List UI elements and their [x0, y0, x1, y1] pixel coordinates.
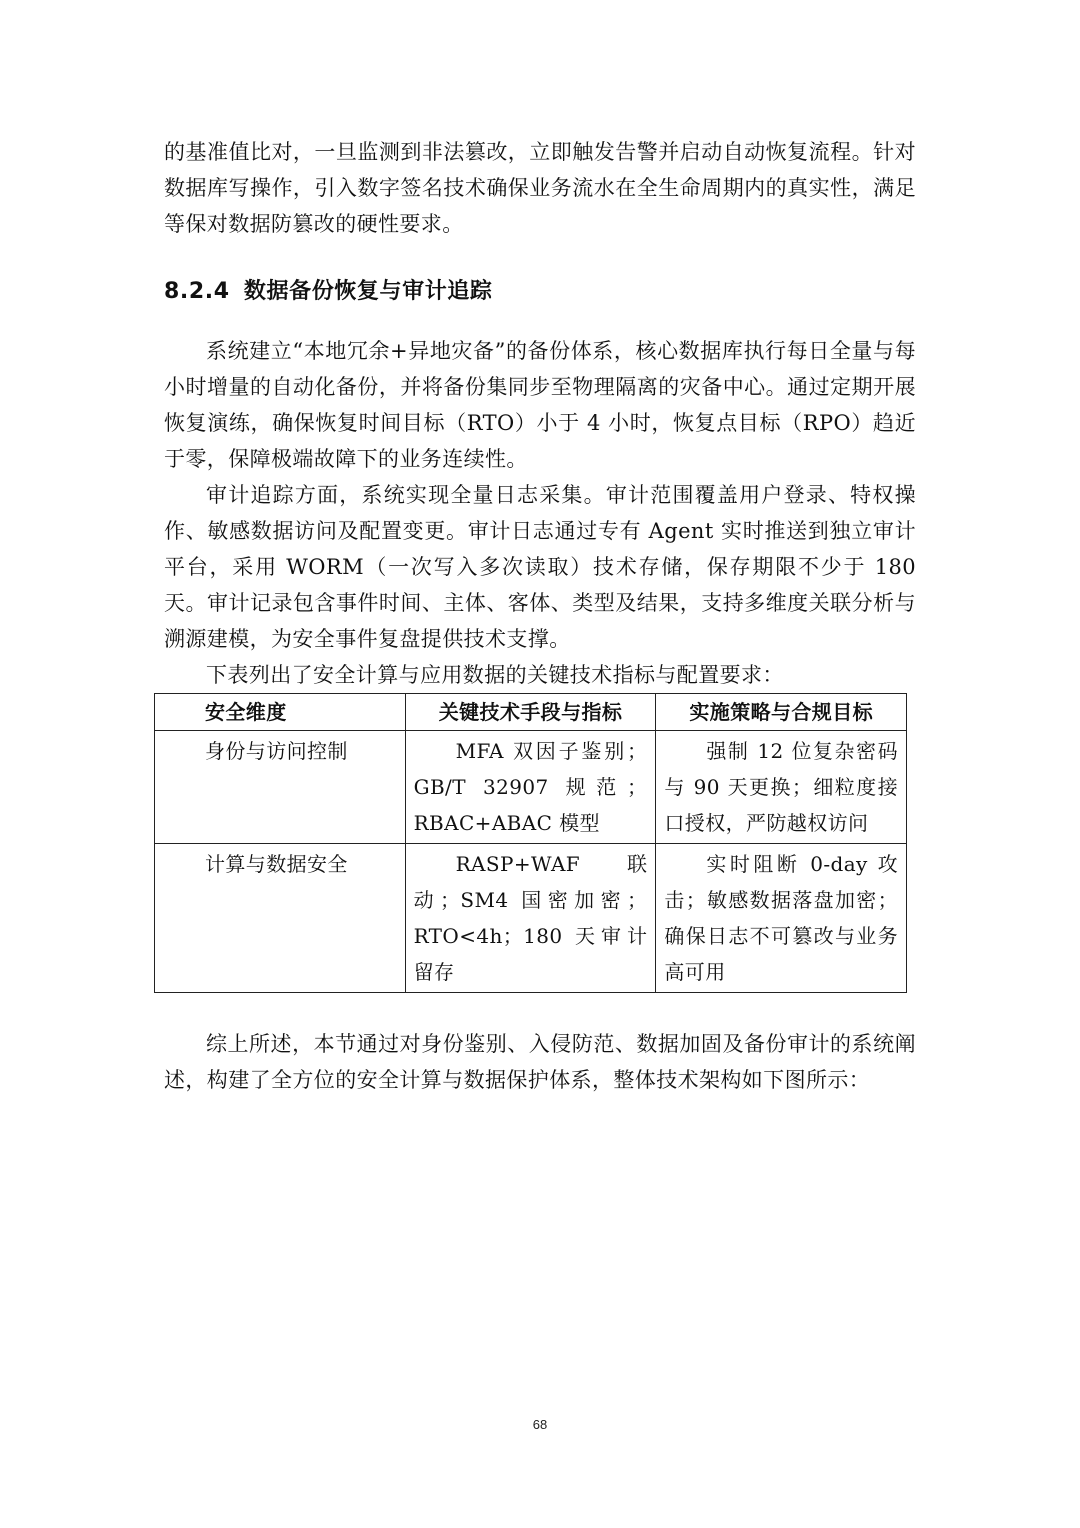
table-cell-tech: RASP+WAF 联动；SM4 国密加密；RTO<4h；180 天审计留存 [405, 844, 656, 993]
audit-paragraph: 审计追踪方面，系统实现全量日志采集。审计范围覆盖用户登录、特权操作、敏感数据访问及配置变更。审计日志通过专有 Agent 实时推送到独立审计平台，采用 WORM（一次写入多次读取）技术存储，保存期限不少于 180 天。审计记录包含事件时间、主体、客体、类型及结果，支持多维度关联分析与溯源建模，为安全事件复盘提供技术支撑。 [164, 483, 916, 651]
table-cell-dimension: 计算与数据安全 [155, 844, 406, 993]
section-title: 数据备份恢复与审计追踪 [243, 279, 493, 304]
table-header-row [155, 694, 907, 731]
continuation-paragraph: 的基准值比对，一旦监测到非法篡改，立即触发告警并启动自动恢复流程。针对数据库写操作，引入数字签名技术确保业务流水在全生命周期内的真实性，满足等保对数据防篡改的硬性要求。 [164, 140, 916, 236]
page-number: 68 [532, 1417, 548, 1432]
summary-paragraph: 综上所述，本节通过对身份鉴别、入侵防范、数据加固及备份审计的系统阐述，构建了全方位的安全计算与数据保护体系，整体技术架构如下图所示： [164, 1032, 916, 1092]
backup-paragraph: 系统建立“本地冗余+异地灾备”的备份体系，核心数据库执行每日全量与每小时增量的自动化备份，并将备份集同步至物理隔离的灾备中心。通过定期开展恢复演练，确保恢复时间目标（RTO）小于 4 小时，恢复点目标（RPO）趋近于零，保障极端故障下的业务连续性。 [164, 339, 916, 471]
table-header-dimension: 安全维度 [155, 694, 406, 731]
table-cell-tech: MFA 双因子鉴别；GB/T 32907 规范；RBAC+ABAC 模型 [405, 731, 656, 844]
summary-block [164, 1026, 916, 1098]
continuation-block [164, 134, 916, 242]
section-body [164, 333, 916, 693]
table-row [155, 844, 907, 993]
section-number: 8.2.4 [164, 279, 230, 304]
table-cell-dimension: 身份与访问控制 [155, 731, 406, 844]
table-header-policy: 实施策略与合规目标 [656, 694, 907, 731]
table-intro-paragraph: 下表列出了安全计算与应用数据的关键技术指标与配置要求： [206, 663, 784, 687]
spec-table [154, 693, 907, 993]
table-row [155, 731, 907, 844]
table-cell-policy: 强制 12 位复杂密码与 90 天更换；细粒度接口授权，严防越权访问 [656, 731, 907, 844]
table-header-tech: 关键技术手段与指标 [405, 694, 656, 731]
section-heading [164, 276, 493, 308]
table-cell-policy: 实时阻断 0-day 攻击；敏感数据落盘加密；确保日志不可篡改与业务高可用 [656, 844, 907, 993]
